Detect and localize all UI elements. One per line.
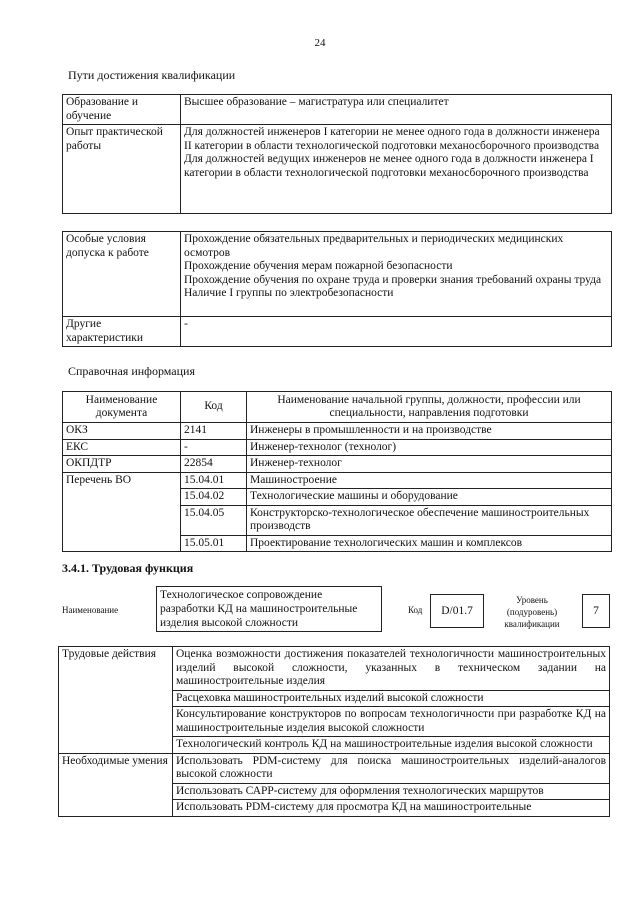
table-header-row (63, 392, 612, 423)
header-name: Наименование начальной группы, должности, профессии или специальности, направления подготовки (247, 392, 612, 423)
labor-function-table (58, 646, 610, 817)
skill-item: Использовать PDM-систему для просмотра КД на машиностроительные (173, 800, 610, 817)
name-label: Наименование (62, 605, 119, 615)
cell-doc: ОКЗ (63, 423, 181, 440)
header-doc: Наименование документа (63, 392, 181, 423)
text-line: Высшее образование – магистратура или специалитет (184, 96, 449, 108)
row-value: - (181, 317, 612, 347)
text-line: Наличие I группы по электробезопасности (184, 287, 394, 299)
skills-label: Необходимые умения (59, 753, 173, 816)
table-row (63, 423, 612, 440)
cell-name: Конструкторско-технологическое обеспечение машиностроительных производств (247, 505, 612, 535)
table-row (63, 95, 612, 125)
cell-name: Машиностроение (247, 472, 612, 489)
code-label: Код (408, 605, 423, 615)
row-value (181, 125, 612, 214)
cell-name: Инженеры в промышленности и на производстве (247, 423, 612, 440)
text-line: Для должностей инженеров I категории не менее одного года в должности инженера II категории в области технологической подготовки механосборочного производства (184, 126, 600, 152)
row-value (181, 232, 612, 317)
qualification-paths-table (62, 94, 612, 214)
table-row (63, 317, 612, 347)
cell-name: Инженер-технолог (247, 456, 612, 473)
header-code: Код (181, 392, 247, 423)
row-label: Особые условия допуска к работе (63, 232, 181, 317)
cell-name: Инженер-технолог (технолог) (247, 439, 612, 456)
row-label: Опыт практической работы (63, 125, 181, 214)
cell-code: 15.04.01 (181, 472, 247, 489)
section-title: Пути достижения квалификации (68, 68, 236, 82)
table-row (63, 125, 612, 214)
labor-action-item: Технологический контроль КД на машиностроительные изделия высокой сложности (173, 737, 610, 754)
cell-code: 15.04.02 (181, 489, 247, 506)
text-line: Прохождение обязательных предварительных и периодических медицинских осмотров (184, 233, 564, 259)
labor-action-item: Оценка возможности достижения показателей технологичности машиностроительных изделий высокой сложности, указанных в техническом задании на машиностроительные изделия (173, 647, 610, 691)
cell-doc: Перечень ВО (63, 472, 181, 552)
reference-table (62, 391, 612, 552)
text-line: Прохождение обучения мерам пожарной безопасности (184, 260, 453, 272)
text-line: Для должностей ведущих инженеров не менее одного года в должности инженера I категории в области технологической подготовки механосборочного производства (184, 153, 594, 179)
admission-table (62, 231, 612, 347)
table-row (63, 472, 612, 489)
table-row (59, 647, 610, 691)
cell-code: - (181, 439, 247, 456)
cell-name: Проектирование технологических машин и комплексов (247, 535, 612, 552)
labor-action-item: Расцеховка машиностроительных изделий высокой сложности (173, 690, 610, 707)
cell-code: 15.04.05 (181, 505, 247, 535)
level-value-box: 7 (582, 594, 610, 628)
labor-actions-label: Трудовые действия (59, 647, 173, 754)
cell-code: 22854 (181, 456, 247, 473)
function-name-box: Технологическое сопровождение разработки КД на машиностроительные изделия высокой сложности (156, 586, 382, 632)
cell-code: 2141 (181, 423, 247, 440)
cell-doc: ОКПДТР (63, 456, 181, 473)
table-row (59, 753, 610, 783)
skill-item: Использовать САРР-систему для оформления технологических маршрутов (173, 783, 610, 800)
cell-code: 15.05.01 (181, 535, 247, 552)
function-heading: 3.4.1. Трудовая функция (62, 561, 194, 575)
table-row (63, 456, 612, 473)
level-label: Уровень (подуровень) квалификации (504, 595, 560, 629)
skill-item: Использовать PDM-систему для поиска машиностроительных изделий-аналогов высокой сложности (173, 753, 610, 783)
row-label: Образование и обучение (63, 95, 181, 125)
row-label: Другие характеристики (63, 317, 181, 347)
page-number: 24 (314, 37, 326, 49)
table-row (63, 232, 612, 317)
reference-title: Справочная информация (68, 364, 195, 378)
text-line: Прохождение обучения по охране труда и проверки знания требований охраны труда (184, 273, 602, 286)
cell-name: Технологические машины и оборудование (247, 489, 612, 506)
row-value (181, 95, 612, 125)
cell-doc: ЕКС (63, 439, 181, 456)
labor-action-item: Консультирование конструкторов по вопросам технологичности при разработке КД на машиностроительные изделия высокой сложности (173, 707, 610, 737)
code-value-box: D/01.7 (430, 594, 484, 628)
table-row (63, 439, 612, 456)
